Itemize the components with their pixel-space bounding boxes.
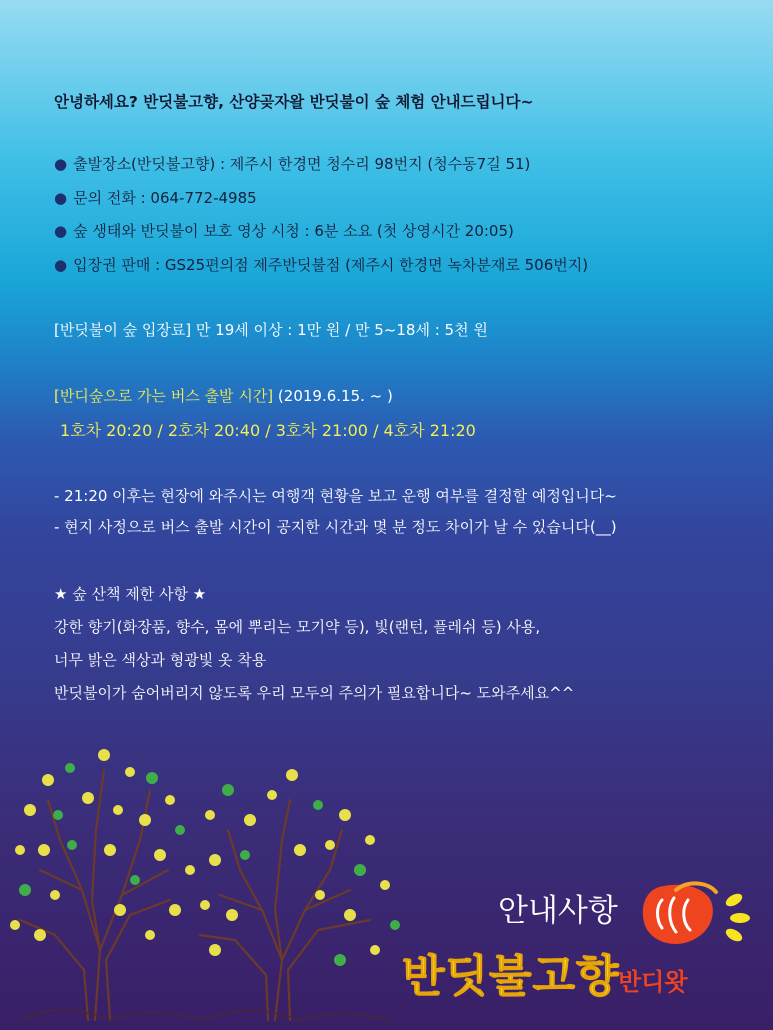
restriction-line: 너무 밝은 색상과 형광빛 옷 착용 [54,651,267,669]
info-item-phone [54,187,257,208]
info-text: 출발장소(반딧불고향) : 제주시 한경면 청수리 98번지 (청수동7길 51) [73,155,531,173]
restriction-line: 반딧불이가 숨어버리지 않도록 우리 모두의 주의가 필요합니다~ 도와주세요^^ [54,684,575,702]
bus-times: 1호차 20:20 / 2호차 20:40 / 3호차 21:00 / 4호차 21:20 [60,421,476,440]
info-text: 숲 생태와 반딧불이 보호 영상 시청 : 6분 소요 (첫 상영시간 20:05) [73,222,514,240]
bus-heading-line [54,385,393,406]
bus-period: (2019.6.15. ~ ) [273,387,393,405]
entrance-fee: [반딧불이 숲 입장료] 만 19세 이상 : 1만 원 / 만 5~18세 : 5천 원 [54,321,488,339]
bullet-dot-icon: ● [54,222,68,240]
brand-sub: 반디왓 [618,968,688,996]
restrictions-heading: ★ 숲 산책 제한 사항 ★ [54,585,207,603]
note-item: - 현지 사정으로 버스 출발 시간이 공지한 시간과 몇 분 정도 차이가 날 수 있습니다(__) [54,518,617,536]
restriction-line: 강한 향기(화장품, 향수, 몸에 뿌리는 모기약 등), 빛(랜턴, 플레쉬 등) 사용, [54,618,541,636]
info-item-departure [54,153,530,174]
bullet-dot-icon: ● [54,256,68,274]
info-text: 입장권 판매 : GS25편의점 제주반딧불점 (제주시 한경면 녹차분재로 506번지) [73,256,589,274]
info-item-ticket [54,254,588,275]
info-text: 문의 전화 : 064-772-4985 [73,189,257,207]
brand-name: 반딧불고향 [402,951,620,1002]
bullet-dot-icon: ● [54,189,68,207]
note-item: - 21:20 이후는 현장에 와주시는 여행객 현황을 보고 운행 여부를 결정할 예정입니다~ [54,487,617,505]
bullet-dot-icon: ● [54,155,68,173]
bus-heading: [반디숲으로 가는 버스 출발 시간] [54,387,274,405]
firefly-trees-illustration [0,720,420,1030]
greeting: 안녕하세요? 반딧불고향, 산양곶자왈 반딧불이 숲 체험 안내드립니다~ [54,93,534,111]
info-item-video [54,220,514,241]
firefly-logo-icon [636,878,756,958]
notice-title: 안내사항 [498,893,618,929]
